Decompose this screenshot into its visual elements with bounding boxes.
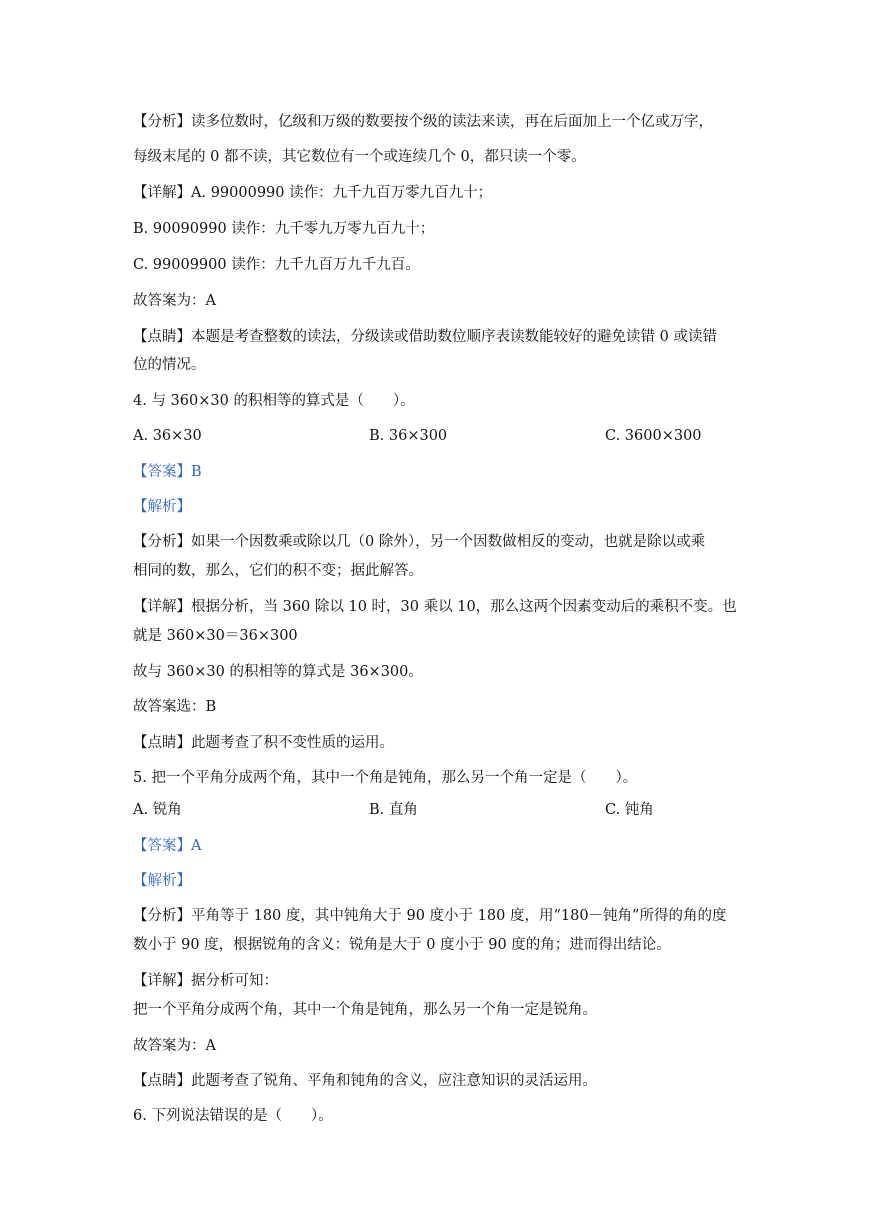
q4-analysis-line1: 【分析】如果一个因数乘或除以几（0 除外），另一个因数做相反的变动，也就是除以或乘 [133,534,706,550]
q4-comment: 【点睛】此题考查了积不变性质的运用。 [133,735,394,751]
q5-option-b: B. 直角 [369,802,418,818]
q5-answer: 故答案为：A [133,1038,216,1054]
q3-comment-line2: 位的情况。 [133,357,206,373]
q3-detail-c: C. 99009900 读作：九千九百万九千九百。 [133,257,420,273]
q5-question: 5. 把一个平角分成两个角，其中一个角是钝角，那么另一个角一定是（ ）。 [133,770,638,786]
q4-option-c: C. 3600×300 [605,428,702,444]
q5-analysis-line2: 数小于 90 度，根据锐角的含义：锐角是大于 0 度小于 90 度的角；进而得出结论。 [133,937,671,953]
q5-option-a: A. 锐角 [133,802,182,818]
q4-detail-line3: 故与 360×30 的积相等的算式是 36×300。 [133,664,423,680]
q4-detail-line1: 【详解】根据分析，当 360 除以 10 时，30 乘以 10，那么这两个因素变动后的乘积不变。也 [133,599,737,615]
q3-detail-a: 【详解】A. 99000990 读作：九千九百万零九百九十； [133,185,493,201]
q4-option-b: B. 36×300 [369,428,448,444]
q3-analysis-line1: 【分析】读多位数时，亿级和万级的数要按个级的读法来读，再在后面加上一个亿或万字， [133,114,713,130]
q5-option-c: C. 钝角 [605,802,654,818]
q5-comment: 【点睛】此题考查了锐角、平角和钝角的含义，应注意知识的灵活运用。 [133,1073,597,1089]
q5-detail-line1: 【详解】据分析可知： [133,973,278,989]
q4-answer: 故答案选：B [133,699,217,715]
q5-analysis-line1: 【分析】平角等于 180 度，其中钝角大于 90 度小于 180 度，用“180－钝角”所得的角的度 [133,908,727,924]
q5-detail-line2: 把一个平角分成两个角，其中一个角是钝角，那么另一个角一定是锐角。 [133,1002,597,1018]
q3-answer: 故答案为：A [133,293,216,309]
q3-detail-b: B. 90090990 读作：九千零九万零九百九十； [133,221,435,237]
q5-answer-label: 【答案】A [133,838,202,854]
q6-question: 6. 下列说法错误的是（ ）。 [133,1108,333,1124]
q3-analysis-line2: 每级末尾的 0 都不读，其它数位有一个或连续几个 0，都只读一个零。 [133,149,586,165]
q4-answer-label: 【答案】B [133,464,202,480]
q3-comment-line1: 【点睛】本题是考查整数的读法，分级读或借助数位顺序表读数能较好的避免读错 0 或读错 [133,329,717,345]
q4-analysis-line2: 相同的数，那么，它们的积不变；据此解答。 [133,563,423,579]
q4-explanation-label: 【解析】 [133,499,191,515]
q4-detail-line2: 就是 360×30＝36×300 [133,628,298,644]
q5-explanation-label: 【解析】 [133,873,191,889]
q4-option-a: A. 36×30 [133,428,202,444]
q4-question: 4. 与 360×30 的积相等的算式是（ ）。 [133,393,415,409]
